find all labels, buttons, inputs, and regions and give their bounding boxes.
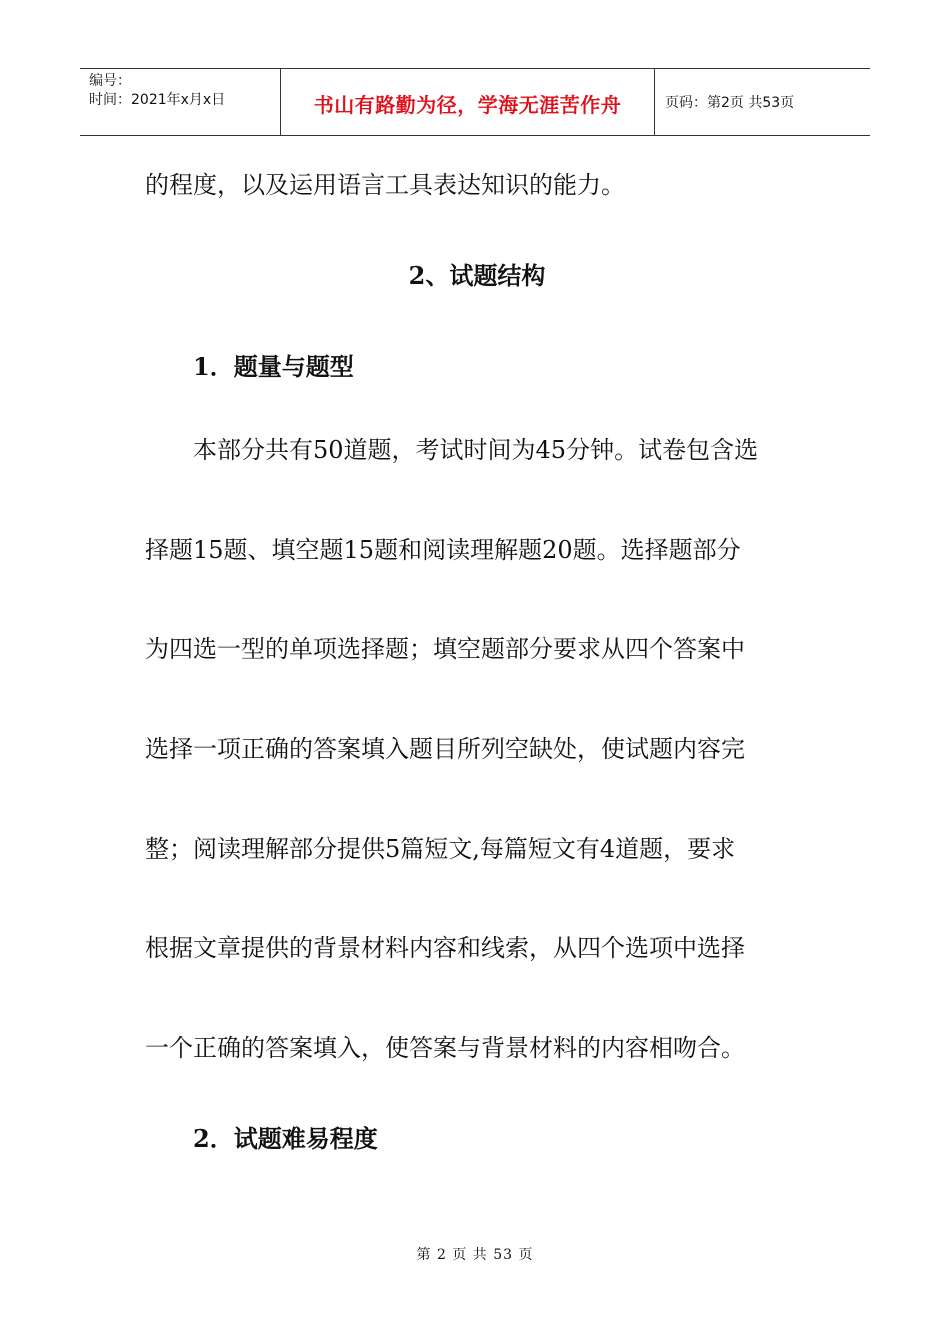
- header-meta-cell: [80, 69, 281, 135]
- document-header: [80, 68, 870, 136]
- header-page-cell: [655, 69, 870, 135]
- header-motto: 书山有路勤为径，学海无涯苦作舟: [313, 92, 622, 117]
- document-number-label: 编号：: [89, 73, 131, 89]
- subsection-title-1: 1．题量与题型: [193, 352, 354, 381]
- paragraph-line: 整；阅读理解部分提供5篇短文,每篇短文有4道题，要求: [145, 835, 736, 863]
- paragraph-line: 择题15题、填空题15题和阅读理解题20题。选择题部分: [145, 536, 741, 564]
- page-footer: 第 2 页 共 53 页: [416, 1247, 534, 1263]
- header-motto-cell: [281, 69, 655, 135]
- paragraph-line: 一个正确的答案填入，使答案与背景材料的内容相吻合。: [145, 1034, 745, 1062]
- paragraph-line: 本部分共有50道题，考试时间为45分钟。试卷包含选: [145, 436, 759, 464]
- header-page-info: 页码：第2页 共53页: [665, 95, 795, 111]
- paragraph-line: 选择一项正确的答案填入题目所列空缺处，使试题内容完: [145, 735, 745, 763]
- paragraph-line: 根据文章提供的背景材料内容和线索，从四个选项中选择: [145, 934, 745, 962]
- document-date-label: 时间：2021年x月x日: [89, 92, 226, 108]
- paragraph-line: 为四选一型的单项选择题；填空题部分要求从四个答案中: [145, 635, 745, 663]
- section-title: 2、试题结构: [408, 261, 546, 290]
- subsection-title-2: 2．试题难易程度: [193, 1124, 378, 1153]
- lead-paragraph-line: 的程度，以及运用语言工具表达知识的能力。: [145, 171, 625, 199]
